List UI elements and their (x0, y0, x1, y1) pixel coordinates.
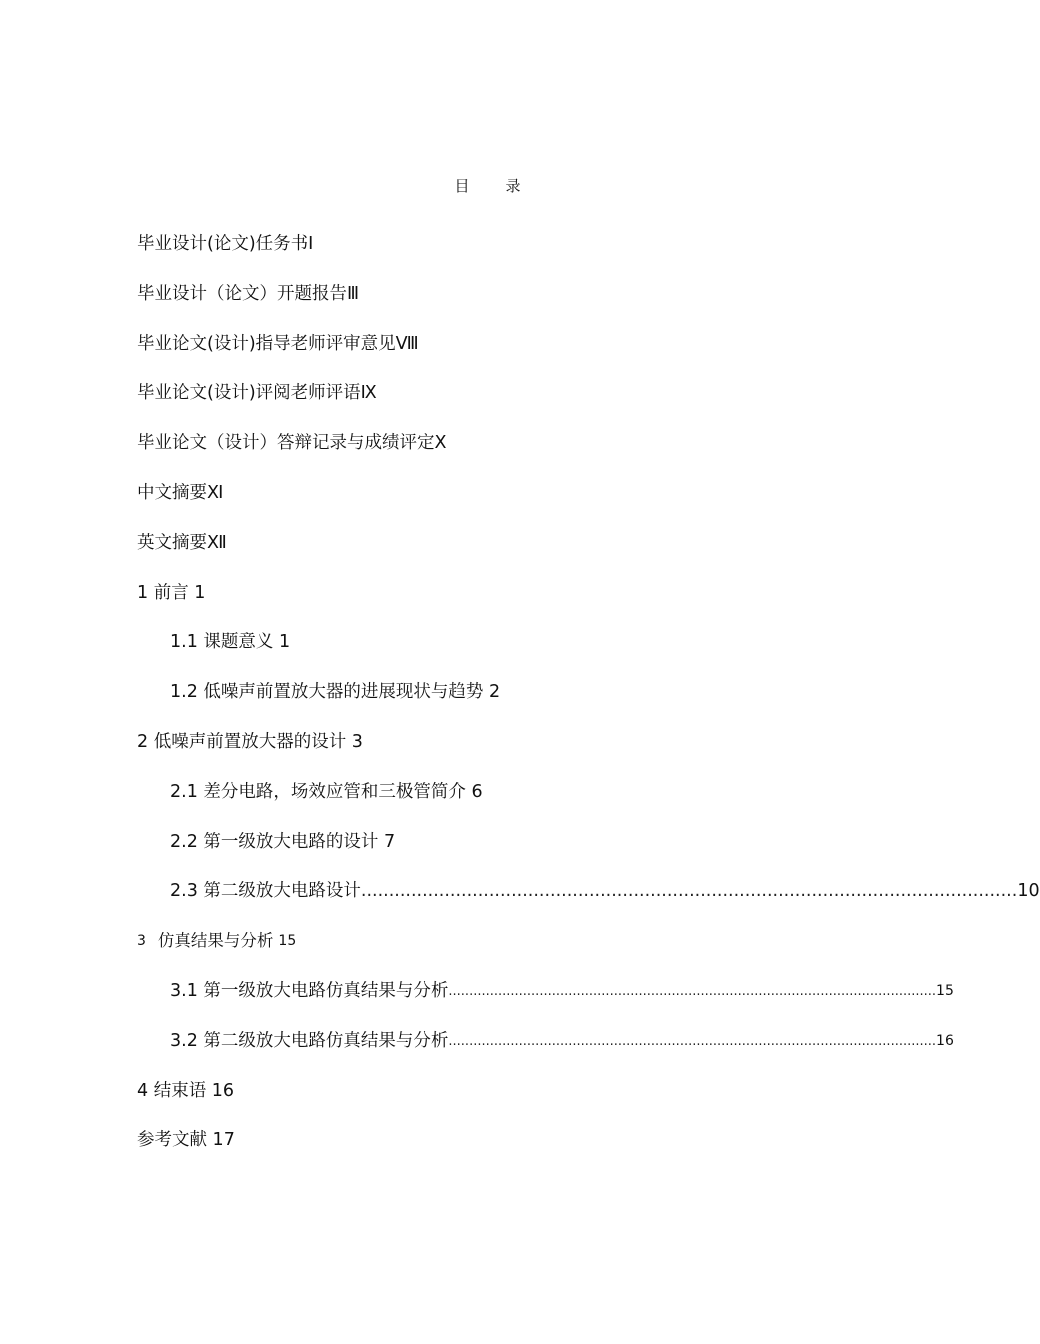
toc-entry-conclusion[interactable] (137, 1075, 823, 1125)
toc-page-number: 10 (1017, 881, 1040, 902)
toc-title-char-1: 目 (454, 177, 470, 195)
toc-entry-text: 3.2 第二级放大电路仿真结果与分析 (170, 1030, 449, 1051)
toc-entry-advisor-review[interactable] (137, 328, 823, 378)
toc-entry-chapter-2[interactable] (137, 726, 823, 776)
toc-entry-reviewer-comments[interactable] (137, 377, 823, 427)
toc-dot-leader: ...................................................................................................................... (360, 881, 1018, 902)
toc-entry-text: 中文摘要Ⅺ (137, 482, 224, 503)
toc-dot-leader: ...................................................................................................................... (448, 1033, 937, 1049)
toc-page-number: 15 (278, 933, 297, 950)
toc-entry-defense-record[interactable] (137, 427, 823, 477)
toc-page-number: 16 (936, 1032, 954, 1049)
toc-entry-section-3-2[interactable] (137, 1025, 954, 1075)
toc-entry-chapter-1[interactable] (137, 577, 823, 627)
toc-entry-chinese-abstract[interactable] (137, 477, 823, 527)
toc-entry-references[interactable] (137, 1124, 823, 1174)
toc-entry-text: 2.2 第一级放大电路的设计 7 (170, 831, 396, 852)
toc-entry-text: 仿真结果与分析 (157, 931, 274, 951)
toc-entry-text: 参考文献 17 (137, 1130, 235, 1151)
table-of-contents (137, 228, 1040, 1174)
toc-entry-chapter-3[interactable] (137, 925, 823, 975)
toc-entry-text: 2.3 第二级放大电路设计 (170, 881, 361, 902)
toc-entry-section-1-1[interactable] (137, 626, 823, 676)
toc-title (0, 175, 975, 196)
toc-entry-text: 4 结束语 16 (137, 1080, 235, 1101)
toc-entry-text: 1.2 低噪声前置放大器的进展现状与趋势 2 (170, 682, 501, 703)
toc-entry-section-1-2[interactable] (137, 676, 823, 726)
toc-entry-text: 毕业论文(设计)指导老师评审意见Ⅷ (137, 333, 419, 354)
toc-entry-section-2-3[interactable] (137, 875, 1040, 925)
toc-chapter-number: 3 (137, 933, 146, 950)
toc-page-number: 15 (936, 982, 954, 999)
toc-entry-section-3-1[interactable] (137, 975, 954, 1025)
toc-entry-english-abstract[interactable] (137, 527, 823, 577)
toc-entry-text: 英文摘要Ⅻ (137, 532, 227, 553)
toc-entry-text: 3.1 第一级放大电路仿真结果与分析 (170, 980, 449, 1001)
toc-entry-text: 1 前言 1 (137, 582, 206, 603)
toc-dot-leader: ...................................................................................................................... (448, 983, 937, 999)
toc-entry-section-2-1[interactable] (137, 776, 823, 826)
toc-entry-task-book[interactable] (137, 228, 823, 278)
toc-entry-text: 1.1 课题意义 1 (170, 632, 291, 653)
toc-entry-text: 毕业设计（论文）开题报告Ⅲ (137, 283, 360, 304)
toc-title-char-2: 录 (505, 177, 521, 195)
toc-entry-section-2-2[interactable] (137, 826, 823, 876)
toc-entry-text: 2 低噪声前置放大器的设计 3 (137, 731, 363, 752)
toc-entry-text: 毕业设计(论文)任务书Ⅰ (137, 234, 314, 254)
toc-entry-text: 毕业论文（设计）答辩记录与成绩评定Ⅹ (137, 433, 447, 454)
toc-entry-proposal[interactable] (137, 278, 823, 328)
toc-entry-text: 2.1 差分电路，场效应管和三极管简介 6 (170, 781, 483, 802)
toc-entry-text: 毕业论文(设计)评阅老师评语Ⅸ (137, 383, 377, 404)
